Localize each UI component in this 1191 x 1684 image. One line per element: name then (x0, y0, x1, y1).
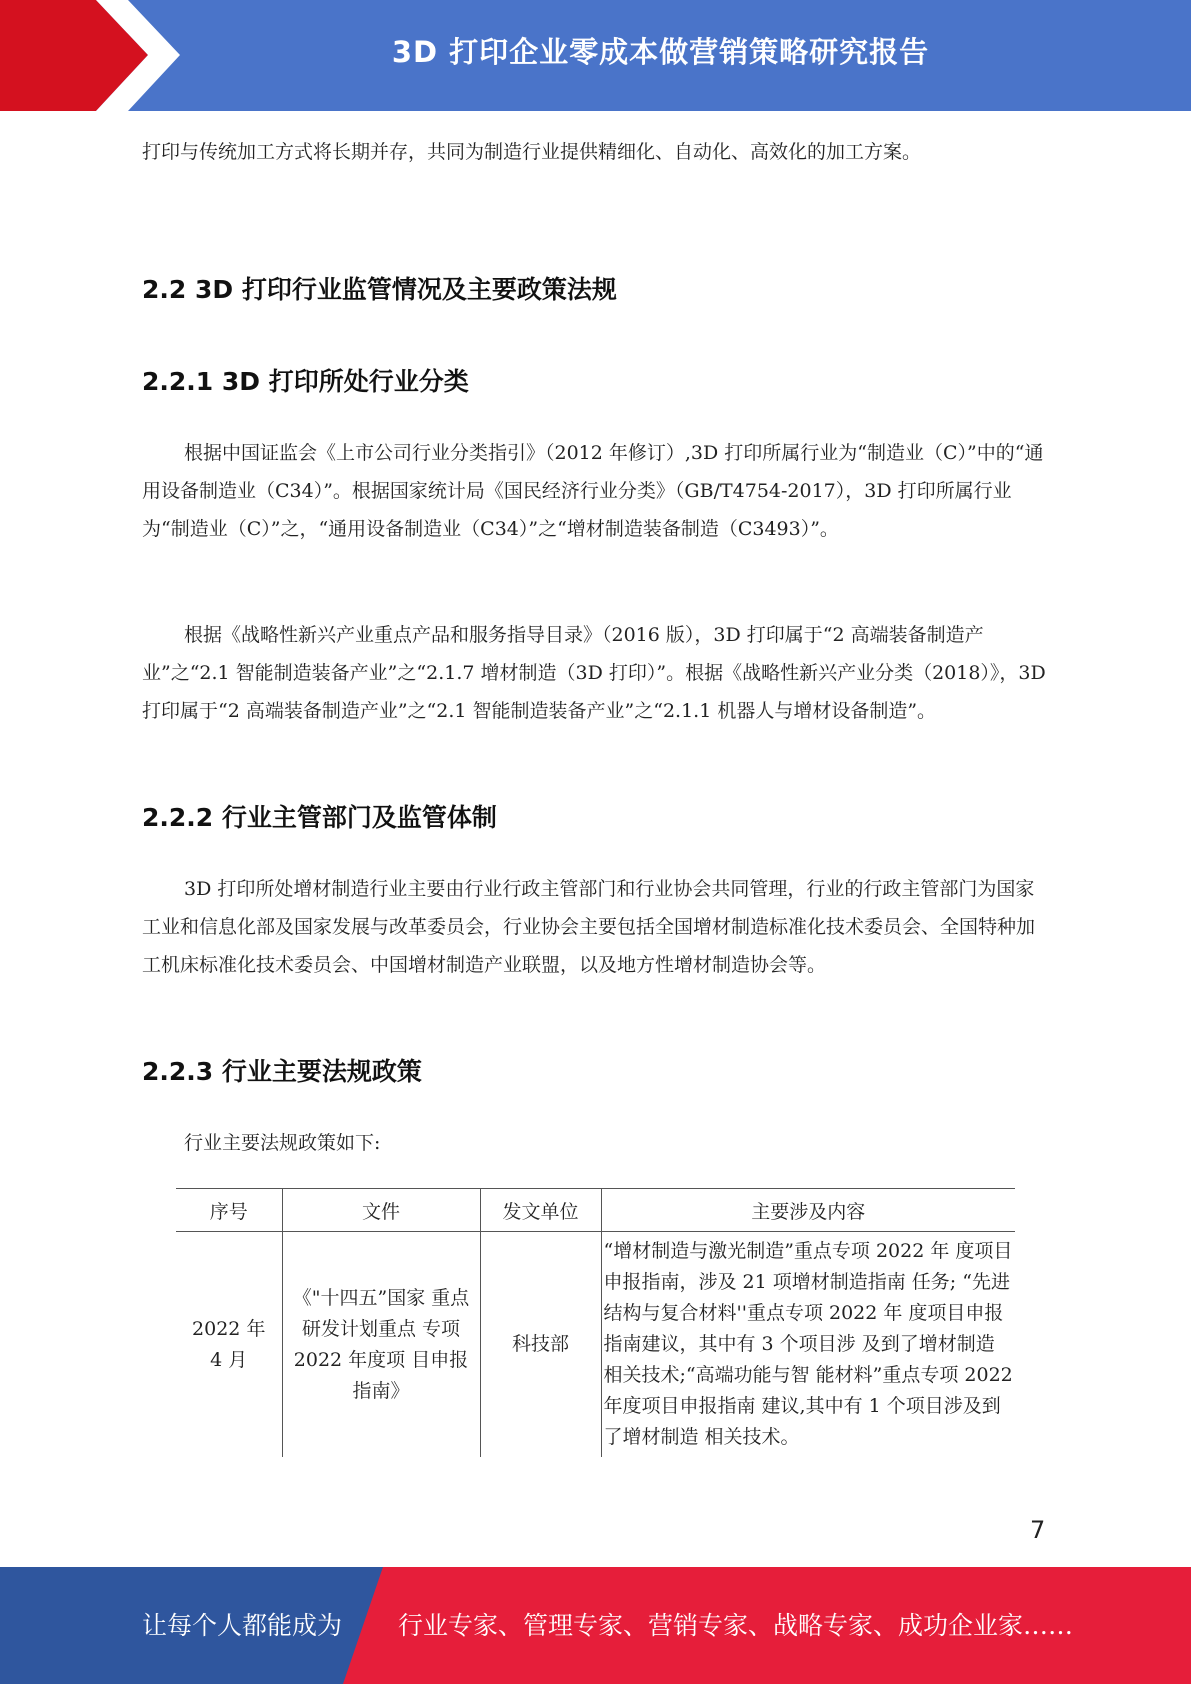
section-2-2-3-heading: 2.2.3 行业主要法规政策 (142, 1057, 422, 1086)
table-header-issuer: 发文单位 (480, 1189, 601, 1232)
section-2-2-heading: 2.2 3D 打印行业监管情况及主要政策法规 (142, 275, 617, 304)
page-number: 7 (1030, 1516, 1046, 1544)
table-cell-content: “增材制造与激光制造”重点专项 2022 年 度项目申报指南，涉及 21 项增材制造指南 任务; “先进结构与复合材料''重点专项 2022 年 度项目申报指南建议，其中有 3 个项目涉 及到了增材制造相关技术;“高端功能与智 能材料”重点专项 2022 年度项目申报指南 建议,其中有 1 个项目涉及到了增材制造 相关技术。 (601, 1232, 1015, 1458)
table-cell-issuer: 科技部 (480, 1232, 601, 1458)
table-cell-date (176, 1232, 282, 1458)
table-header-document: 文件 (282, 1189, 480, 1232)
page-header (0, 0, 1191, 111)
table-cell-document: 《"十四五”国家 重点研发计划重点 专项 2022 年度项 目申报指南》 (282, 1232, 480, 1458)
policy-table (176, 1188, 1015, 1457)
section-2-2-1-paragraph-2: 根据《战略性新兴产业重点产品和服务指导目录》（2016 版），3D 打印属于“2 高端装备制造产业”之“2.1 智能制造装备产业”之“2.1.7 增材制造（3D 打印）”。根据《战略性新兴产业分类（2018）》，3D 打印属于“2 高端装备制造产业”之“2.1 智能制造装备产业”之“2.1.1 机器人与增材设备制造”。 (142, 624, 1046, 722)
table-cell-date-line-2: 4 月 (210, 1348, 248, 1371)
intro-paragraph: 打印与传统加工方式将长期并存，共同为制造行业提供精细化、自动化、高效化的加工方案。 (142, 141, 922, 163)
table-header-index: 序号 (176, 1189, 282, 1232)
section-2-2-1-paragraph-1: 根据中国证监会《上市公司行业分类指引》（2012 年修订）,3D 打印所属行业为“制造业（C）”中的“通用设备制造业（C34）”。根据国家统计局《国民经济行业分类》（GB/T4754-2017），3D 打印所属行业为“制造业（C）”之，“通用设备制造业（C34）”之“增材制造装备制造（C3493）”。 (142, 442, 1044, 540)
section-2-2-3-intro: 行业主要法规政策如下: (184, 1132, 381, 1154)
footer-slogan-left: 让每个人都能成为 (142, 1611, 343, 1640)
table-header-content: 主要涉及内容 (601, 1189, 1015, 1232)
table-cell-date-line-1: 2022 年 (192, 1317, 266, 1340)
section-2-2-1-heading: 2.2.1 3D 打印所处行业分类 (142, 367, 469, 396)
table-header-row (176, 1189, 1015, 1232)
page-footer (0, 1567, 1191, 1684)
section-2-2-2-heading: 2.2.2 行业主管部门及监管体制 (142, 803, 497, 832)
section-2-2-2-paragraph: 3D 打印所处增材制造行业主要由行业行政主管部门和行业协会共同管理，行业的行政主管部门为国家工业和信息化部及国家发展与改革委员会，行业协会主要包括全国增材制造标准化技术委员会、全国特种加工机床标准化技术委员会、中国增材制造产业联盟，以及地方性增材制造协会等。 (142, 878, 1036, 976)
table-row (176, 1232, 1015, 1458)
header-title: 3D 打印企业零成本做营销策略研究报告 (391, 35, 930, 69)
footer-slogan-right: 行业专家、管理专家、营销专家、战略专家、成功企业家…… (398, 1611, 1074, 1640)
